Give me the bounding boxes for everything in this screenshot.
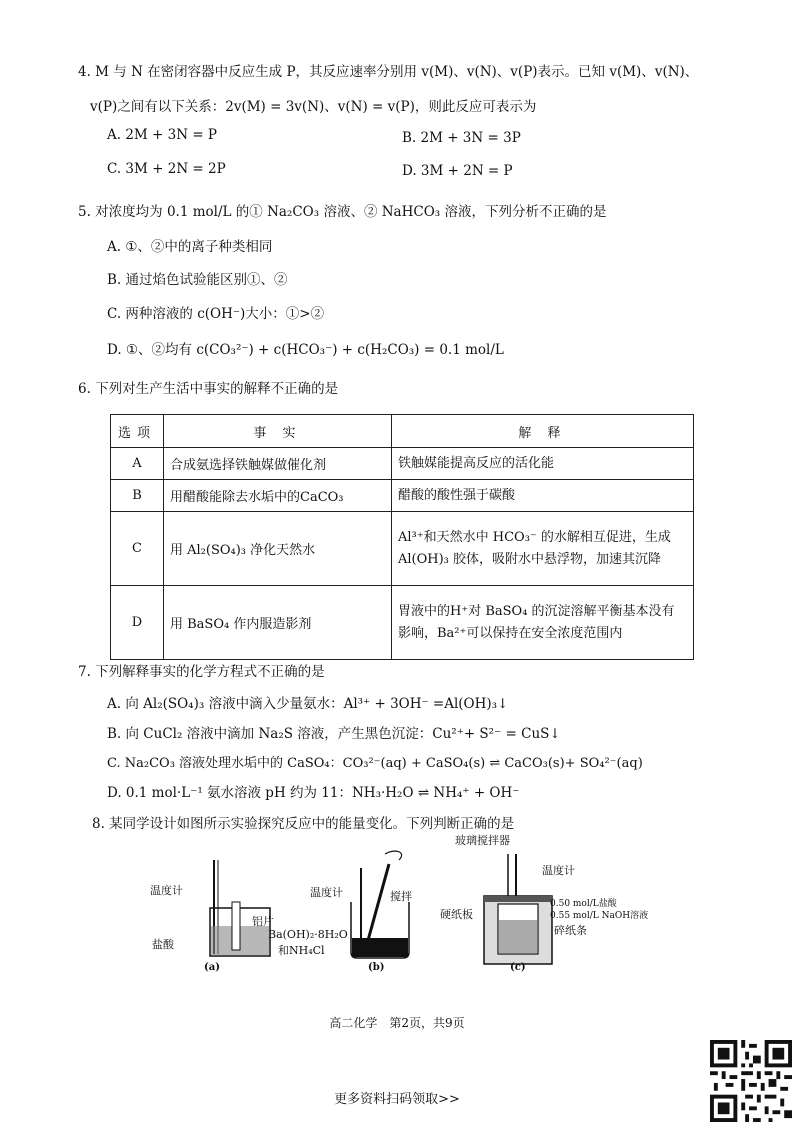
q7-option-d: D. 0.1 mol·L⁻¹ 氨水溶液 pH 约为 11：NH₃·H₂O ⇌ NH₄⁺ + OH⁻ (107, 785, 520, 801)
fig-c-thermometer-label: 温度计 (542, 864, 575, 877)
fig-c-paper-label: 碎纸条 (554, 924, 587, 937)
fig-b-caption: (b) (368, 962, 385, 973)
table-header-row (111, 415, 694, 448)
row-explain: 胃液中的H⁺对 BaSO₄ 的沉淀溶解平衡基本没有影响，Ba²⁺可以保持在安全浓度范围内 (392, 586, 694, 660)
fig-b-thermometer-label: 温度计 (310, 886, 343, 899)
q8-stem: 8. 某同学设计如图所示实验探究反应中的能量变化。下列判断正确的是 (92, 816, 515, 832)
figure-b-beaker (345, 848, 425, 966)
fig-b-reagent-label: Ba(OH)₂·8H₂O (268, 928, 348, 941)
row-explain: 醋酸的酸性强于碳酸 (392, 480, 694, 512)
q7-option-b: B. 向 CuCl₂ 溶液中滴加 Na₂S 溶液，产生黑色沉淀：Cu²⁺+ S²⁻ = CuS↓ (107, 726, 561, 742)
row-option: B (111, 480, 164, 512)
fig-a-metal-label: 铝片 (252, 915, 274, 928)
qr-code-icon (710, 1040, 792, 1122)
fig-c-acid-label: 0.50 mol/L盐酸 (550, 899, 617, 909)
row-option: D (111, 586, 164, 660)
q7-option-c: C. Na₂CO₃ 溶液处理水垢中的 CaSO₄：CO₃²⁻(aq) + CaSO₄(s) ⇌ CaCO₃(s)+ SO₄²⁻(aq) (107, 756, 643, 771)
q6-stem: 6. 下列对生产生活中事实的解释不正确的是 (78, 381, 339, 397)
fig-c-base-label: 0.55 mol/L NaOH溶液 (550, 911, 649, 921)
fig-b-reagent2-label: 和NH₄Cl (278, 944, 325, 957)
fig-c-caption: (c) (510, 962, 526, 973)
row-explain: Al³⁺和天然水中 HCO₃⁻ 的水解相互促进，生成 Al(OH)₃ 胶体，吸附水中悬浮物，加速其沉降 (392, 512, 694, 586)
q4-option-c: C. 3M + 2N = 2P (107, 161, 226, 177)
q6-table (110, 414, 694, 660)
q4-stem-line1: 4. M 与 N 在密闭容器中反应生成 P，其反应速率分别用 v(M)、v(N)、v(P)表示。已知 v(M)、v(N)、 (78, 64, 699, 80)
fig-b-stir-label: 搅拌 (390, 890, 412, 903)
fig-c-stirrer-label: 玻璃搅拌器 (455, 834, 510, 847)
row-fact: 用醋酸能除去水垢中的CaCO₃ (164, 480, 392, 512)
table-row (111, 448, 694, 480)
row-option: A (111, 448, 164, 480)
page-footer: 高二化学 第2页，共9页 (329, 1016, 465, 1030)
fig-c-board-label: 硬纸板 (440, 908, 473, 921)
q5-option-c: C. 两种溶液的 c(OH⁻)大小：①>② (107, 306, 325, 322)
row-fact: 用 BaSO₄ 作内服造影剂 (164, 586, 392, 660)
header-explain: 解 释 (392, 415, 694, 448)
q5-option-a: A. ①、②中的离子种类相同 (107, 239, 273, 255)
table-row (111, 512, 694, 586)
header-option: 选项 (111, 415, 164, 448)
header-fact: 事 实 (164, 415, 392, 448)
more-resources-link[interactable]: 更多资料扫码领取>> (334, 1092, 460, 1107)
row-fact: 合成氨选择铁触媒做催化剂 (164, 448, 392, 480)
q4-option-a: A. 2M + 3N = P (107, 127, 218, 143)
table-row (111, 480, 694, 512)
q5-option-b: B. 通过焰色试验能区别①、② (107, 272, 288, 288)
table-row (111, 586, 694, 660)
row-fact: 用 Al₂(SO₄)₃ 净化天然水 (164, 512, 392, 586)
q7-stem: 7. 下列解释事实的化学方程式不正确的是 (78, 664, 325, 680)
row-option: C (111, 512, 164, 586)
fig-a-liquid-label: 盐酸 (152, 938, 174, 951)
row-explain: 铁触媒能提高反应的活化能 (392, 448, 694, 480)
q7-option-a: A. 向 Al₂(SO₄)₃ 溶液中滴入少量氨水：Al³⁺ + 3OH⁻ =Al(OH)₃↓ (107, 696, 509, 712)
q4-stem-line2: v(P)之间有以下关系：2v(M) = 3v(N)、v(N) = v(P)，则此反应可表示为 (90, 99, 537, 115)
q8-figures (150, 834, 650, 978)
q4-option-d: D. 3M + 2N = P (402, 163, 513, 179)
q4-option-b: B. 2M + 3N = 3P (402, 130, 521, 146)
q5-stem: 5. 对浓度均为 0.1 mol/L 的① Na₂CO₃ 溶液、② NaHCO₃ 溶液，下列分析不正确的是 (78, 204, 607, 220)
fig-a-thermometer-label: 温度计 (150, 884, 183, 897)
fig-a-caption: (a) (204, 962, 220, 973)
q5-option-d: D. ①、②均有 c(CO₃²⁻) + c(HCO₃⁻) + c(H₂CO₃) = 0.1 mol/L (107, 342, 504, 358)
